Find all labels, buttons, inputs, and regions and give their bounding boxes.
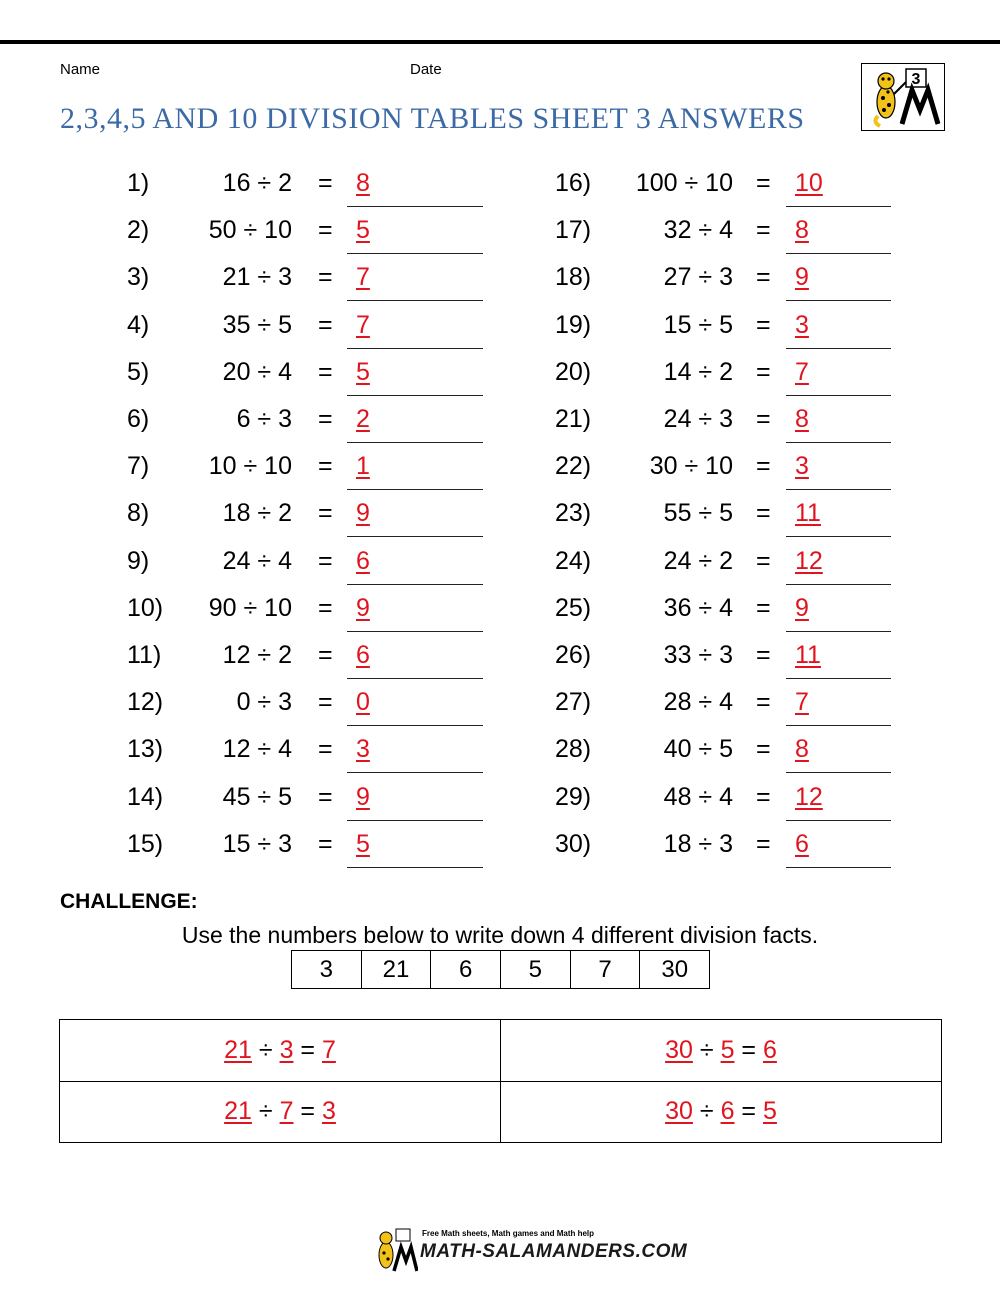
problem-expression: 18 ÷ 2 <box>222 499 292 528</box>
problem-equals: = <box>756 216 771 245</box>
problem-number: 23) <box>555 499 592 528</box>
fact-divisor: 6 <box>720 1097 735 1125</box>
problem-number: 16) <box>555 169 592 197</box>
salamander-icon <box>862 64 944 130</box>
problem-expression: 90 ÷ 10 <box>208 593 292 622</box>
problem-number: 6) <box>127 405 150 433</box>
answer-line <box>786 206 891 207</box>
problem-equals: = <box>318 641 333 669</box>
problem-equals: = <box>756 546 771 575</box>
problem-equals: = <box>318 829 333 858</box>
problem-equals: = <box>318 735 333 764</box>
problem-expression: 36 ÷ 4 <box>663 593 733 622</box>
problem-equals: = <box>318 452 333 481</box>
problem-number: 29) <box>555 782 592 811</box>
problem-number: 12) <box>127 688 164 717</box>
problem-equals: = <box>318 782 333 811</box>
problem-number: 17) <box>555 216 592 245</box>
problem-row <box>0 491 1000 538</box>
problem-equals: = <box>756 310 771 339</box>
fact-quotient: 3 <box>321 1097 336 1125</box>
answer-line <box>786 820 891 821</box>
problem-expression: 20 ÷ 4 <box>222 357 292 386</box>
problem-number: 25) <box>555 593 592 622</box>
fact-dividend: 30 <box>665 1036 693 1064</box>
problem-answer: 8 <box>356 169 370 197</box>
problem-expression: 6 ÷ 3 <box>236 405 292 433</box>
problem-answer: 5 <box>356 357 370 386</box>
problem-number: 13) <box>127 735 164 764</box>
problem-answer: 9 <box>356 593 370 622</box>
problem-expression: 15 ÷ 5 <box>663 310 733 339</box>
answer-line <box>786 772 891 773</box>
problem-equals: = <box>756 357 771 386</box>
fact-quotient: 6 <box>762 1036 777 1064</box>
problem-answer: 11 <box>795 499 821 528</box>
problem-expression: 21 ÷ 3 <box>222 263 292 292</box>
problem-expression: 33 ÷ 3 <box>663 641 733 669</box>
problem-answer: 10 <box>795 169 823 197</box>
problem-number: 9) <box>127 546 150 575</box>
problem-row <box>0 255 1000 302</box>
problem-expression: 28 ÷ 4 <box>663 688 733 717</box>
problem-answer: 9 <box>356 782 370 811</box>
problem-row <box>0 350 1000 397</box>
problem-equals: = <box>756 641 771 669</box>
problem-answer: 3 <box>356 735 370 764</box>
fact-equals: = <box>741 1036 757 1064</box>
problem-answer: 9 <box>795 263 809 292</box>
number-cell: 5 <box>501 951 571 988</box>
problem-answer: 5 <box>356 216 370 245</box>
fact-operator: ÷ <box>258 1097 273 1125</box>
problem-row <box>0 397 1000 444</box>
answer-line <box>786 489 891 490</box>
problem-number: 3) <box>127 263 150 292</box>
number-cell: 21 <box>362 951 432 988</box>
problem-answer: 12 <box>795 546 823 575</box>
problem-answer: 7 <box>356 263 370 292</box>
problem-number: 1) <box>127 169 150 197</box>
fact-divisor: 3 <box>279 1036 294 1064</box>
problem-number: 27) <box>555 688 592 717</box>
challenge-number-box <box>291 950 710 989</box>
salamander-logo <box>861 63 945 131</box>
problem-answer: 7 <box>356 310 370 339</box>
fact-operator: ÷ <box>699 1036 714 1064</box>
name-label: Name <box>60 61 101 78</box>
logo-grade: 3 <box>911 71 921 88</box>
problem-expression: 100 ÷ 10 <box>635 169 733 197</box>
fact-operator: ÷ <box>258 1036 273 1064</box>
problem-number: 24) <box>555 546 592 575</box>
problem-answer: 3 <box>795 452 809 481</box>
answer-line <box>786 300 891 301</box>
problem-row <box>0 303 1000 350</box>
number-cell: 6 <box>431 951 501 988</box>
fact-equals: = <box>300 1097 316 1125</box>
problem-expression: 10 ÷ 10 <box>208 452 292 481</box>
problem-expression: 24 ÷ 3 <box>663 405 733 433</box>
problem-answer: 6 <box>795 829 809 858</box>
answer-line <box>786 442 891 443</box>
problem-row <box>0 444 1000 491</box>
problem-equals: = <box>756 593 771 622</box>
problem-expression: 35 ÷ 5 <box>222 310 292 339</box>
problem-expression: 15 ÷ 3 <box>222 829 292 858</box>
division-fact <box>501 1081 941 1142</box>
fact-equals: = <box>300 1036 316 1064</box>
problem-number: 11) <box>127 641 162 669</box>
fact-quotient: 7 <box>321 1036 336 1064</box>
problem-equals: = <box>756 782 771 811</box>
problem-number: 7) <box>127 452 150 481</box>
problem-expression: 30 ÷ 10 <box>649 452 733 481</box>
problem-equals: = <box>318 169 333 197</box>
problem-answer: 3 <box>795 310 809 339</box>
problem-number: 5) <box>127 357 150 386</box>
problem-row <box>0 161 1000 208</box>
problem-answer: 11 <box>795 641 821 669</box>
problem-answer: 9 <box>356 499 370 528</box>
problem-equals: = <box>318 499 333 528</box>
division-fact <box>60 1081 500 1142</box>
problem-expression: 45 ÷ 5 <box>222 782 292 811</box>
problem-row <box>0 775 1000 822</box>
problem-answer: 8 <box>795 405 809 433</box>
problem-equals: = <box>756 405 771 433</box>
footer-tagline: Free Math sheets, Math games and Math help <box>422 1229 595 1238</box>
problem-expression: 48 ÷ 4 <box>663 782 733 811</box>
problem-expression: 18 ÷ 3 <box>663 829 733 858</box>
answer-line <box>786 631 891 632</box>
problem-answer: 6 <box>356 546 370 575</box>
answer-line <box>786 678 891 679</box>
footer-logo <box>370 1225 688 1275</box>
problem-equals: = <box>318 593 333 622</box>
problem-number: 26) <box>555 641 592 669</box>
footer-brand: MATH-SALAMANDERS.COM <box>420 1241 688 1262</box>
number-cell: 30 <box>661 956 689 983</box>
problem-expression: 40 ÷ 5 <box>663 735 733 764</box>
number-cell: 7 <box>571 951 641 988</box>
answer-line <box>786 253 891 254</box>
problem-expression: 32 ÷ 4 <box>663 216 733 245</box>
problem-answer: 8 <box>795 735 809 764</box>
problem-expression: 14 ÷ 2 <box>663 357 733 386</box>
problem-row <box>0 680 1000 727</box>
problem-equals: = <box>318 405 333 433</box>
problem-number: 10) <box>127 593 164 622</box>
problem-answer: 6 <box>356 641 370 669</box>
problem-row <box>0 586 1000 633</box>
problem-equals: = <box>318 357 333 386</box>
fact-equals: = <box>741 1097 757 1125</box>
problem-number: 19) <box>555 310 592 339</box>
division-fact <box>60 1020 500 1081</box>
fact-divisor: 5 <box>720 1036 735 1064</box>
problem-number: 20) <box>555 357 592 386</box>
problem-equals: = <box>756 829 771 858</box>
challenge-instruction: Use the numbers below to write down 4 different division facts. <box>181 922 819 948</box>
fact-divisor: 7 <box>279 1097 294 1125</box>
problem-expression: 55 ÷ 5 <box>663 499 733 528</box>
problem-equals: = <box>318 310 333 339</box>
problem-equals: = <box>318 546 333 575</box>
fact-dividend: 21 <box>224 1036 252 1064</box>
problem-row <box>0 822 1000 869</box>
problem-row <box>0 208 1000 255</box>
problem-answer: 0 <box>356 688 370 717</box>
problem-number: 2) <box>127 216 150 245</box>
problem-answer: 7 <box>795 357 809 386</box>
fact-dividend: 21 <box>224 1097 252 1125</box>
problem-equals: = <box>756 263 771 292</box>
problem-equals: = <box>756 169 771 197</box>
fact-operator: ÷ <box>699 1097 714 1125</box>
problem-equals: = <box>756 735 771 764</box>
problem-answer: 9 <box>795 593 809 622</box>
footer-salamander-icon <box>370 1225 418 1273</box>
problem-expression: 27 ÷ 3 <box>663 263 733 292</box>
problem-equals: = <box>756 688 771 717</box>
problem-expression: 24 ÷ 4 <box>222 546 292 575</box>
problem-equals: = <box>318 263 333 292</box>
problem-row <box>0 727 1000 774</box>
problem-number: 22) <box>555 452 592 481</box>
problem-number: 28) <box>555 735 592 764</box>
answer-line <box>786 536 891 537</box>
page-title: 2,3,4,5 AND 10 DIVISION TABLES SHEET 3 ANSWERS <box>60 102 805 135</box>
problem-equals: = <box>318 688 333 717</box>
problem-number: 30) <box>555 829 592 858</box>
date-label: Date <box>410 61 442 78</box>
fact-dividend: 30 <box>665 1097 693 1125</box>
number-cell: 3 <box>292 951 362 988</box>
problem-answer: 12 <box>795 782 823 811</box>
fact-quotient: 5 <box>762 1097 777 1125</box>
problem-expression: 50 ÷ 10 <box>208 216 292 245</box>
problem-expression: 16 ÷ 2 <box>222 169 292 197</box>
problem-answer: 7 <box>795 688 809 717</box>
problem-equals: = <box>756 499 771 528</box>
problem-number: 8) <box>127 499 150 528</box>
problem-number: 14) <box>127 782 164 811</box>
answer-line <box>786 867 891 868</box>
problem-expression: 12 ÷ 2 <box>222 641 292 669</box>
problem-number: 4) <box>127 310 150 339</box>
division-facts-table <box>59 1019 942 1143</box>
problem-row <box>0 539 1000 586</box>
problem-row <box>0 633 1000 680</box>
division-fact <box>501 1020 941 1081</box>
answer-line <box>786 725 891 726</box>
problem-equals: = <box>756 452 771 481</box>
problem-answer: 1 <box>356 452 370 481</box>
answer-line <box>786 348 891 349</box>
problem-expression: 0 ÷ 3 <box>236 688 292 717</box>
problem-number: 18) <box>555 263 592 292</box>
problem-answer: 8 <box>795 216 809 245</box>
problem-answer: 5 <box>356 829 370 858</box>
answer-line <box>786 395 891 396</box>
challenge-title: CHALLENGE: <box>60 890 198 913</box>
problem-equals: = <box>318 216 333 245</box>
problem-answer: 2 <box>356 405 370 433</box>
answer-line <box>786 584 891 585</box>
top-rule <box>0 40 1000 44</box>
problem-number: 15) <box>127 829 164 858</box>
problem-expression: 12 ÷ 4 <box>222 735 292 764</box>
problem-expression: 24 ÷ 2 <box>663 546 733 575</box>
problem-number: 21) <box>555 405 592 433</box>
